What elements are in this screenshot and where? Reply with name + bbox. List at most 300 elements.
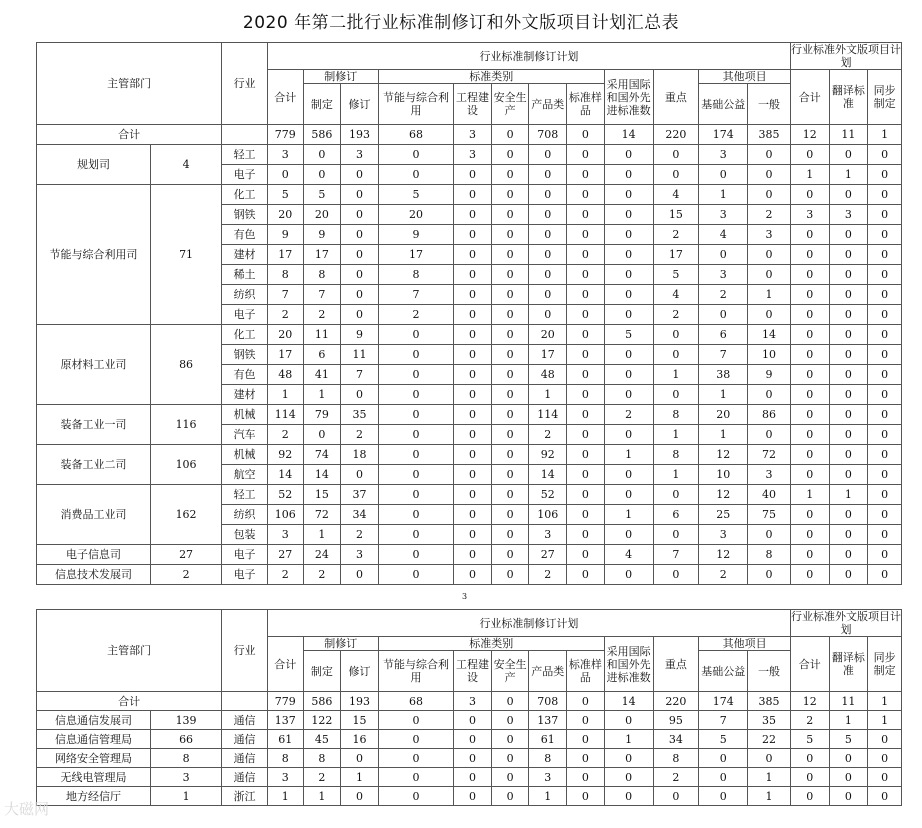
cell-sample: 0 (567, 245, 605, 265)
header-product: 产品类 (529, 84, 567, 125)
cell-product: 61 (529, 730, 567, 749)
cell-revise: 35 (341, 405, 379, 425)
cell-sync: 0 (868, 525, 902, 545)
cell-revise: 18 (341, 445, 379, 465)
cell-general: 0 (748, 165, 791, 185)
cell-product: 27 (529, 545, 567, 565)
cell-engineering: 0 (454, 465, 492, 485)
cell-f_total: 0 (790, 285, 829, 305)
cell-general: 72 (748, 445, 791, 465)
cell-f_total: 0 (790, 245, 829, 265)
cell-engineering: 0 (454, 185, 492, 205)
header-key: 重点 (653, 70, 699, 125)
cell-engineering: 0 (454, 385, 492, 405)
cell-total: 2 (267, 565, 303, 585)
cell-public: 20 (699, 405, 748, 425)
cell-energy: 0 (378, 365, 453, 385)
cell-revise: 0 (341, 165, 379, 185)
cell-general: 1 (748, 787, 791, 806)
cell-safety: 0 (491, 787, 529, 806)
header-foreign-group: 行业标准外文版项目计划 (790, 43, 901, 69)
cell-sample: 0 (567, 185, 605, 205)
cell-product: 0 (529, 145, 567, 165)
cell-total: 20 (267, 325, 303, 345)
cell-safety: 0 (491, 749, 529, 768)
cell-energy: 0 (378, 425, 453, 445)
cell-sync: 0 (868, 445, 902, 465)
cell-translate: 0 (829, 285, 868, 305)
table-row (37, 445, 902, 465)
header-engineering: 工程建设 (454, 84, 492, 125)
cell-translate: 0 (829, 305, 868, 325)
cell-sample: 0 (567, 505, 605, 525)
cell-make: 20 (303, 205, 341, 225)
cell-total: 8 (267, 749, 303, 768)
cell-engineering: 0 (454, 749, 492, 768)
cell-sync: 0 (868, 385, 902, 405)
cell-make: 14 (303, 465, 341, 485)
dept-count: 8 (150, 749, 221, 768)
totals-product: 708 (529, 125, 567, 145)
cell-translate: 0 (829, 787, 868, 806)
cell-general: 1 (748, 768, 791, 787)
cell-key: 4 (653, 285, 699, 305)
cell-f_total: 0 (790, 525, 829, 545)
cell-revise: 3 (341, 145, 379, 165)
totals-f_total: 12 (790, 125, 829, 145)
industry-cell: 化工 (222, 185, 268, 205)
cell-adopt: 5 (604, 325, 653, 345)
cell-make: 9 (303, 225, 341, 245)
cell-energy: 0 (378, 165, 453, 185)
cell-product: 3 (529, 768, 567, 787)
cell-make: 8 (303, 749, 341, 768)
cell-energy: 2 (378, 305, 453, 325)
cell-key: 1 (653, 465, 699, 485)
header-general: 一般 (748, 84, 791, 125)
cell-sample: 0 (567, 525, 605, 545)
cell-total: 92 (267, 445, 303, 465)
cell-total: 3 (267, 768, 303, 787)
cell-energy: 0 (378, 505, 453, 525)
cell-revise: 11 (341, 345, 379, 365)
cell-general: 0 (748, 145, 791, 165)
cell-sync: 1 (868, 711, 902, 730)
header-public: 基础公益 (699, 84, 748, 125)
watermark: 大磁网 (4, 800, 50, 818)
cell-general: 0 (748, 385, 791, 405)
industry-cell: 轻工 (222, 145, 268, 165)
cell-sample: 0 (567, 749, 605, 768)
cell-product: 52 (529, 485, 567, 505)
cell-translate: 5 (829, 730, 868, 749)
totals-row (37, 125, 902, 145)
cell-make: 1 (303, 525, 341, 545)
cell-translate: 0 (829, 245, 868, 265)
cell-sample: 0 (567, 285, 605, 305)
page-number: 3 (462, 592, 468, 601)
cell-energy: 0 (378, 768, 453, 787)
cell-public: 38 (699, 365, 748, 385)
cell-energy: 0 (378, 445, 453, 465)
cell-public: 2 (699, 285, 748, 305)
cell-revise: 3 (341, 545, 379, 565)
cell-sample: 0 (567, 305, 605, 325)
cell-f_total: 0 (790, 768, 829, 787)
cell-revise: 0 (341, 265, 379, 285)
industry-cell: 通信 (222, 768, 268, 787)
cell-general: 0 (748, 305, 791, 325)
cell-translate: 0 (829, 768, 868, 787)
cell-adopt: 0 (604, 165, 653, 185)
cell-translate: 0 (829, 505, 868, 525)
dept-name: 装备工业二司 (37, 445, 151, 485)
cell-key: 0 (653, 525, 699, 545)
cell-f_total: 0 (790, 545, 829, 565)
header-foreign-total: 合计 (790, 70, 829, 125)
totals-safety: 0 (491, 692, 529, 711)
cell-public: 1 (699, 425, 748, 445)
cell-safety: 0 (491, 730, 529, 749)
totals-label: 合计 (37, 125, 222, 145)
cell-sample: 0 (567, 565, 605, 585)
header-revise-group: 制修订 (303, 637, 378, 651)
dept-name: 消费品工业司 (37, 485, 151, 545)
cell-total: 1 (267, 787, 303, 806)
cell-energy: 0 (378, 565, 453, 585)
totals-public: 174 (699, 125, 748, 145)
header-translate: 翻译标准 (829, 637, 868, 692)
cell-energy: 0 (378, 485, 453, 505)
table-row (37, 565, 902, 585)
header-key: 重点 (653, 637, 699, 692)
cell-make: 2 (303, 565, 341, 585)
cell-safety: 0 (491, 205, 529, 225)
dept-name: 网络安全管理局 (37, 749, 151, 768)
cell-sync: 0 (868, 265, 902, 285)
header-sample: 标准样品 (567, 651, 605, 692)
cell-revise: 0 (341, 749, 379, 768)
cell-key: 0 (653, 485, 699, 505)
cell-key: 7 (653, 545, 699, 565)
industry-cell: 通信 (222, 749, 268, 768)
cell-make: 8 (303, 265, 341, 285)
industry-cell: 汽车 (222, 425, 268, 445)
cell-product: 0 (529, 225, 567, 245)
cell-make: 2 (303, 768, 341, 787)
cell-safety: 0 (491, 145, 529, 165)
cell-energy: 9 (378, 225, 453, 245)
cell-safety: 0 (491, 545, 529, 565)
table-row (37, 405, 902, 425)
cell-product: 0 (529, 265, 567, 285)
cell-translate: 0 (829, 749, 868, 768)
cell-sync: 0 (868, 787, 902, 806)
header-foreign-group: 行业标准外文版项目计划 (790, 610, 901, 636)
header-safety: 安全生产 (491, 651, 529, 692)
page-title: 2020 年第二批行业标准制修订和外文版项目计划汇总表 (242, 13, 680, 33)
cell-revise: 37 (341, 485, 379, 505)
cell-revise: 7 (341, 365, 379, 385)
cell-adopt: 0 (604, 305, 653, 325)
cell-energy: 0 (378, 787, 453, 806)
cell-safety: 0 (491, 245, 529, 265)
cell-general: 3 (748, 465, 791, 485)
cell-sync: 0 (868, 730, 902, 749)
cell-translate: 0 (829, 325, 868, 345)
cell-engineering: 0 (454, 445, 492, 465)
industry-cell: 电子 (222, 305, 268, 325)
cell-sync: 0 (868, 205, 902, 225)
totals-sample: 0 (567, 692, 605, 711)
table-row (37, 545, 902, 565)
cell-public: 7 (699, 711, 748, 730)
dept-name: 信息技术发展司 (37, 565, 151, 585)
cell-make: 122 (303, 711, 341, 730)
cell-sample: 0 (567, 165, 605, 185)
cell-adopt: 0 (604, 365, 653, 385)
cell-product: 20 (529, 325, 567, 345)
cell-general: 0 (748, 185, 791, 205)
cell-general: 0 (748, 525, 791, 545)
cell-public: 3 (699, 525, 748, 545)
cell-public: 3 (699, 145, 748, 165)
cell-total: 1 (267, 385, 303, 405)
cell-f_total: 0 (790, 305, 829, 325)
cell-public: 0 (699, 165, 748, 185)
cell-adopt: 0 (604, 225, 653, 245)
cell-total: 8 (267, 265, 303, 285)
cell-key: 2 (653, 768, 699, 787)
cell-make: 0 (303, 165, 341, 185)
cell-sync: 0 (868, 505, 902, 525)
cell-sample: 0 (567, 768, 605, 787)
cell-translate: 0 (829, 565, 868, 585)
header-other-group: 其他项目 (699, 637, 791, 651)
cell-revise: 2 (341, 425, 379, 445)
dept-name: 信息通信管理局 (37, 730, 151, 749)
cell-key: 5 (653, 265, 699, 285)
cell-f_total: 0 (790, 385, 829, 405)
header-make: 制定 (303, 651, 341, 692)
cell-translate: 0 (829, 365, 868, 385)
cell-sync: 0 (868, 465, 902, 485)
cell-sync: 0 (868, 768, 902, 787)
cell-sync: 0 (868, 365, 902, 385)
cell-product: 0 (529, 165, 567, 185)
cell-f_total: 3 (790, 205, 829, 225)
cell-adopt: 0 (604, 185, 653, 205)
cell-total: 27 (267, 545, 303, 565)
cell-adopt: 0 (604, 205, 653, 225)
cell-adopt: 0 (604, 385, 653, 405)
cell-general: 1 (748, 285, 791, 305)
header-foreign-total: 合计 (790, 637, 829, 692)
totals-key: 220 (653, 692, 699, 711)
cell-sync: 0 (868, 245, 902, 265)
dept-count: 66 (150, 730, 221, 749)
cell-make: 17 (303, 245, 341, 265)
cell-make: 24 (303, 545, 341, 565)
cell-adopt: 1 (604, 505, 653, 525)
cell-sample: 0 (567, 465, 605, 485)
industry-cell: 稀土 (222, 265, 268, 285)
cell-key: 2 (653, 305, 699, 325)
cell-key: 1 (653, 425, 699, 445)
totals-energy: 68 (378, 125, 453, 145)
header-translate: 翻译标准 (829, 70, 868, 125)
cell-general: 86 (748, 405, 791, 425)
cell-f_total: 0 (790, 565, 829, 585)
header-plan-group: 行业标准制修订计划 (267, 43, 790, 70)
cell-energy: 20 (378, 205, 453, 225)
cell-sample: 0 (567, 365, 605, 385)
cell-translate: 1 (829, 165, 868, 185)
cell-general: 10 (748, 345, 791, 365)
cell-f_total: 0 (790, 445, 829, 465)
cell-total: 2 (267, 425, 303, 445)
cell-total: 137 (267, 711, 303, 730)
cell-total: 7 (267, 285, 303, 305)
header-sync: 同步制定 (868, 70, 902, 125)
cell-f_total: 0 (790, 787, 829, 806)
cell-key: 2 (653, 225, 699, 245)
cell-f_total: 1 (790, 165, 829, 185)
cell-product: 0 (529, 245, 567, 265)
cell-public: 1 (699, 385, 748, 405)
cell-sample: 0 (567, 325, 605, 345)
totals-industry (222, 125, 268, 145)
cell-safety: 0 (491, 405, 529, 425)
header-industry: 行业 (222, 610, 268, 692)
totals-adopt: 14 (604, 125, 653, 145)
cell-public: 12 (699, 485, 748, 505)
cell-revise: 0 (341, 205, 379, 225)
cell-product: 0 (529, 205, 567, 225)
header-category-group: 标准类别 (378, 70, 604, 84)
cell-general: 9 (748, 365, 791, 385)
cell-key: 0 (653, 345, 699, 365)
industry-cell: 轻工 (222, 485, 268, 505)
cell-sync: 0 (868, 485, 902, 505)
cell-product: 3 (529, 525, 567, 545)
cell-general: 0 (748, 749, 791, 768)
cell-sample: 0 (567, 225, 605, 245)
cell-total: 3 (267, 145, 303, 165)
cell-revise: 0 (341, 285, 379, 305)
totals-row (37, 692, 902, 711)
cell-make: 1 (303, 385, 341, 405)
cell-f_total: 2 (790, 711, 829, 730)
cell-make: 79 (303, 405, 341, 425)
cell-engineering: 0 (454, 285, 492, 305)
cell-make: 6 (303, 345, 341, 365)
industry-cell: 电子 (222, 565, 268, 585)
header-row-1 (37, 610, 902, 637)
cell-translate: 0 (829, 145, 868, 165)
cell-sync: 0 (868, 345, 902, 365)
cell-engineering: 0 (454, 768, 492, 787)
industry-cell: 纺织 (222, 285, 268, 305)
cell-make: 41 (303, 365, 341, 385)
cell-adopt: 0 (604, 345, 653, 365)
cell-public: 2 (699, 565, 748, 585)
cell-product: 2 (529, 425, 567, 445)
cell-make: 2 (303, 305, 341, 325)
cell-total: 20 (267, 205, 303, 225)
header-engineering: 工程建设 (454, 651, 492, 692)
totals-revise: 193 (341, 692, 379, 711)
cell-revise: 0 (341, 787, 379, 806)
header-public: 基础公益 (699, 651, 748, 692)
industry-cell: 包装 (222, 525, 268, 545)
cell-energy: 0 (378, 525, 453, 545)
cell-total: 48 (267, 365, 303, 385)
cell-safety: 0 (491, 711, 529, 730)
header-sample: 标准样品 (567, 84, 605, 125)
cell-product: 48 (529, 365, 567, 385)
cell-safety: 0 (491, 485, 529, 505)
cell-make: 45 (303, 730, 341, 749)
table-row (37, 711, 902, 730)
totals-revise: 193 (341, 125, 379, 145)
cell-safety: 0 (491, 225, 529, 245)
cell-total: 114 (267, 405, 303, 425)
cell-safety: 0 (491, 325, 529, 345)
header-industry: 行业 (222, 43, 268, 125)
cell-adopt: 4 (604, 545, 653, 565)
header-revise-group: 制修订 (303, 70, 378, 84)
cell-key: 15 (653, 205, 699, 225)
cell-adopt: 0 (604, 145, 653, 165)
totals-sample: 0 (567, 125, 605, 145)
cell-make: 15 (303, 485, 341, 505)
cell-product: 0 (529, 185, 567, 205)
cell-translate: 0 (829, 425, 868, 445)
cell-product: 8 (529, 749, 567, 768)
cell-key: 8 (653, 445, 699, 465)
dept-count: 106 (150, 445, 221, 485)
cell-general: 0 (748, 565, 791, 585)
cell-engineering: 0 (454, 405, 492, 425)
cell-energy: 0 (378, 405, 453, 425)
header-energy: 节能与综合利用 (378, 84, 453, 125)
table-row (37, 185, 902, 205)
cell-energy: 7 (378, 285, 453, 305)
cell-f_total: 0 (790, 465, 829, 485)
cell-revise: 0 (341, 225, 379, 245)
cell-sync: 0 (868, 325, 902, 345)
cell-adopt: 0 (604, 285, 653, 305)
cell-public: 12 (699, 545, 748, 565)
cell-safety: 0 (491, 285, 529, 305)
cell-make: 0 (303, 145, 341, 165)
cell-safety: 0 (491, 165, 529, 185)
dept-name: 地方经信厅 (37, 787, 151, 806)
cell-general: 0 (748, 245, 791, 265)
dept-name: 信息通信发展司 (37, 711, 151, 730)
header-sync: 同步制定 (868, 637, 902, 692)
totals-sync: 1 (868, 692, 902, 711)
industry-cell: 纺织 (222, 505, 268, 525)
industry-cell: 电子 (222, 545, 268, 565)
cell-product: 92 (529, 445, 567, 465)
dept-name: 节能与综合利用司 (37, 185, 151, 325)
cell-revise: 1 (341, 768, 379, 787)
cell-public: 1 (699, 185, 748, 205)
cell-adopt: 0 (604, 525, 653, 545)
cell-translate: 0 (829, 525, 868, 545)
